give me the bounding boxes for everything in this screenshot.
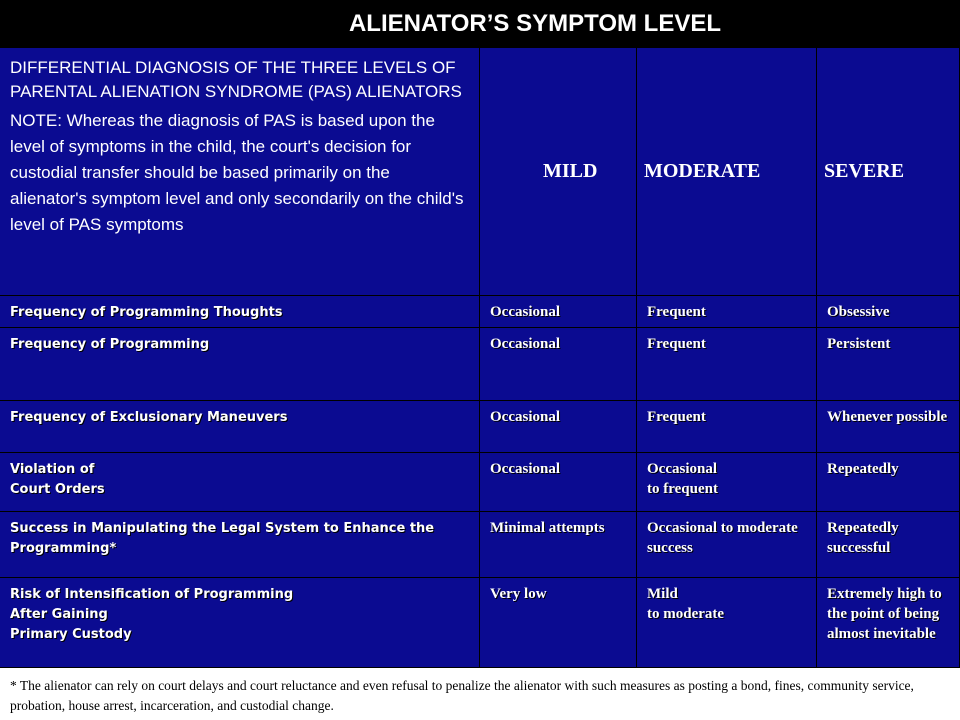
row-value-severe: Repeatedly successful: [817, 512, 960, 578]
row-value-moderate: Mild to moderate: [637, 578, 817, 668]
row-value-severe: Repeatedly: [817, 453, 960, 512]
row-label: Success in Manipulating the Legal System to Enhance the Programming*: [0, 512, 480, 578]
row-value-mild: Very low: [480, 578, 637, 668]
level-moderate-header: MODERATE: [637, 48, 817, 296]
row-value-severe: Extremely high to the point of being almost inevitable: [817, 578, 960, 668]
level-severe-header: SEVERE: [817, 48, 960, 296]
table-header-description: [0, 48, 480, 296]
row-value-severe: Whenever possible: [817, 401, 960, 453]
row-label: Risk of Intensification of Programming After Gaining Primary Custody: [0, 578, 480, 668]
row-value-mild: Occasional: [480, 296, 637, 328]
row-value-severe: Persistent: [817, 328, 960, 401]
row-label: Frequency of Programming Thoughts: [0, 296, 480, 328]
level-mild-header: MILD: [480, 48, 637, 296]
row-value-mild: Minimal attempts: [480, 512, 637, 578]
row-value-moderate: Frequent: [637, 328, 817, 401]
diagnosis-heading: DIFFERENTIAL DIAGNOSIS OF THE THREE LEVELS OF PARENTAL ALIENATION SYNDROME (PAS) ALIENATORS: [10, 58, 462, 101]
footnote: * The alienator can rely on court delays and court reluctance and even refusal to penalize the alienator with such measures as posting a bond, fines, community service, probation, house arrest, incarceration, and custodial change.: [0, 668, 960, 720]
row-value-mild: Occasional: [480, 401, 637, 453]
symptom-table: [0, 48, 960, 668]
row-value-moderate: Frequent: [637, 401, 817, 453]
diagnosis-note: NOTE: Whereas the diagnosis of PAS is based upon the level of symptoms in the child, the court's decision for custodial transfer should be based primarily on the alienator's symptom level and only secondarily on the child's level of PAS symptoms: [10, 111, 464, 234]
row-value-moderate: Occasional to moderate success: [637, 512, 817, 578]
row-label: Frequency of Exclusionary Maneuvers: [0, 401, 480, 453]
row-value-mild: Occasional: [480, 328, 637, 401]
row-value-severe: Obsessive: [817, 296, 960, 328]
row-value-moderate: Occasional to frequent: [637, 453, 817, 512]
row-value-moderate: Frequent: [637, 296, 817, 328]
page-title: ALIENATOR’S SYMPTOM LEVEL: [348, 10, 722, 37]
row-label: Frequency of Programming: [0, 328, 480, 401]
row-label: Violation of Court Orders: [0, 453, 480, 512]
row-value-mild: Occasional: [480, 453, 637, 512]
